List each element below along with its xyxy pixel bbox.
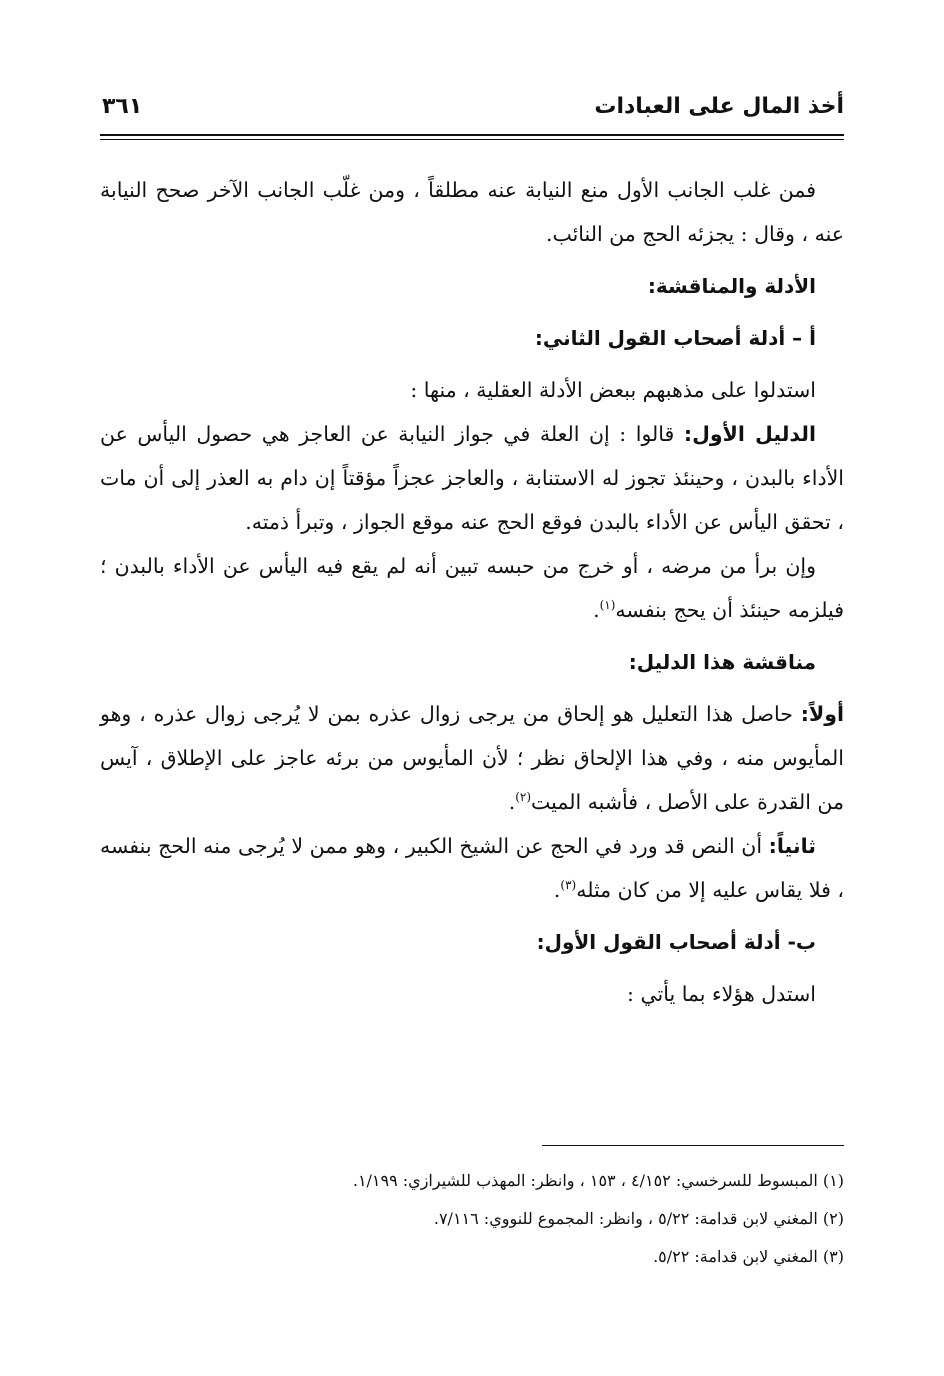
paragraph-6-text: أن النص قد ورد في الحج عن الشيخ الكبير ، وهو ممن لا يُرجى منه الحج بنفسه ، فلا يقاس عليه إلا من كان مثله [100,834,844,902]
paragraph-7: استدل هؤلاء بما يأتي : [627,982,816,1006]
section-heading-evidence: الأدلة والمناقشة: [647,274,816,298]
first-evidence-label: الدليل الأول: [683,422,816,446]
first-point-label: أولاً: [800,702,844,726]
footnote-3: (٣) المغني لابن قدامة: ٥/٢٢. [653,1247,844,1266]
running-title: أخذ المال على العبادات [594,94,844,119]
footnote-ref-3: (٣) [560,878,577,893]
paragraph-3-text: قالوا : إن العلة في جواز النيابة عن العاجز هي حصول اليأس عن الأداء بالبدن ، وحينئذ تجوز له الاستنابة ، والعاجز عجزاً مؤقتاً إن دام به العذر إلى أن مات ، تحقق اليأس عن الأداء بالبدن فوقع الحج عنه موقع الجواز ، وتبرأ ذمته. [100,422,844,534]
footnote-ref-2: (٢) [515,790,532,805]
header-rule-thick [100,134,844,136]
footnote-ref-1: (١) [599,598,616,613]
paragraph-6-end: . [553,878,561,902]
paragraph-4 [100,544,844,632]
paragraph-5-end: . [508,790,516,814]
second-point-label: ثانياً: [768,834,816,858]
paragraph-4-end: . [593,598,600,622]
footnote-2: (٢) المغني لابن قدامة: ٥/٢٢ ، وانظر: المجموع للنووي: ٧/١١٦. [433,1209,844,1228]
paragraph-5-text: حاصل هذا التعليل هو إلحاق من يرجى زوال عذره بمن لا يُرجى زوال عذره ، وهو المأيوس منه ، وفي هذا الإلحاق نظر ؛ لأن المأيوس من برئه عاجز على الإطلاق ، آيس من القدرة على الأصل ، فأشبه الميت [100,702,844,814]
paragraph-6 [100,824,844,912]
subheading-second-opinion: أ – أدلة أصحاب القول الثاني: [534,326,816,350]
footnote-divider [542,1145,844,1146]
page-header [100,92,844,132]
main-text [100,168,844,1016]
paragraph-4-text: وإن برأ من مرضه ، أو خرج من حبسه تبين أنه لم يقع فيه اليأس عن الأداء بالبدن ؛ فيلزمه حينئذ أن يحج بنفسه [100,554,844,622]
footnotes [100,1162,844,1276]
header-rule-thin [100,139,844,140]
footnote-1: (١) المبسوط للسرخسي: ٤/١٥٢ ، ١٥٣ ، وانظر: المهذب للشيرازي: ١/١٩٩. [352,1171,844,1190]
subheading-first-opinion: ب- أدلة أصحاب القول الأول: [536,930,816,954]
page-number: ٣٦١ [102,94,143,119]
paragraph-2: استدلوا على مذهبهم ببعض الأدلة العقلية ، منها : [410,378,816,402]
paragraph-1: فمن غلب الجانب الأول منع النيابة عنه مطلقاً ، ومن غلّب الجانب الآخر صحح النيابة عنه ، وقال : يجزئه الحج من النائب. [100,178,844,246]
subheading-discussion: مناقشة هذا الدليل: [628,650,816,674]
paragraph-3 [100,412,844,544]
paragraph-5 [100,692,844,824]
